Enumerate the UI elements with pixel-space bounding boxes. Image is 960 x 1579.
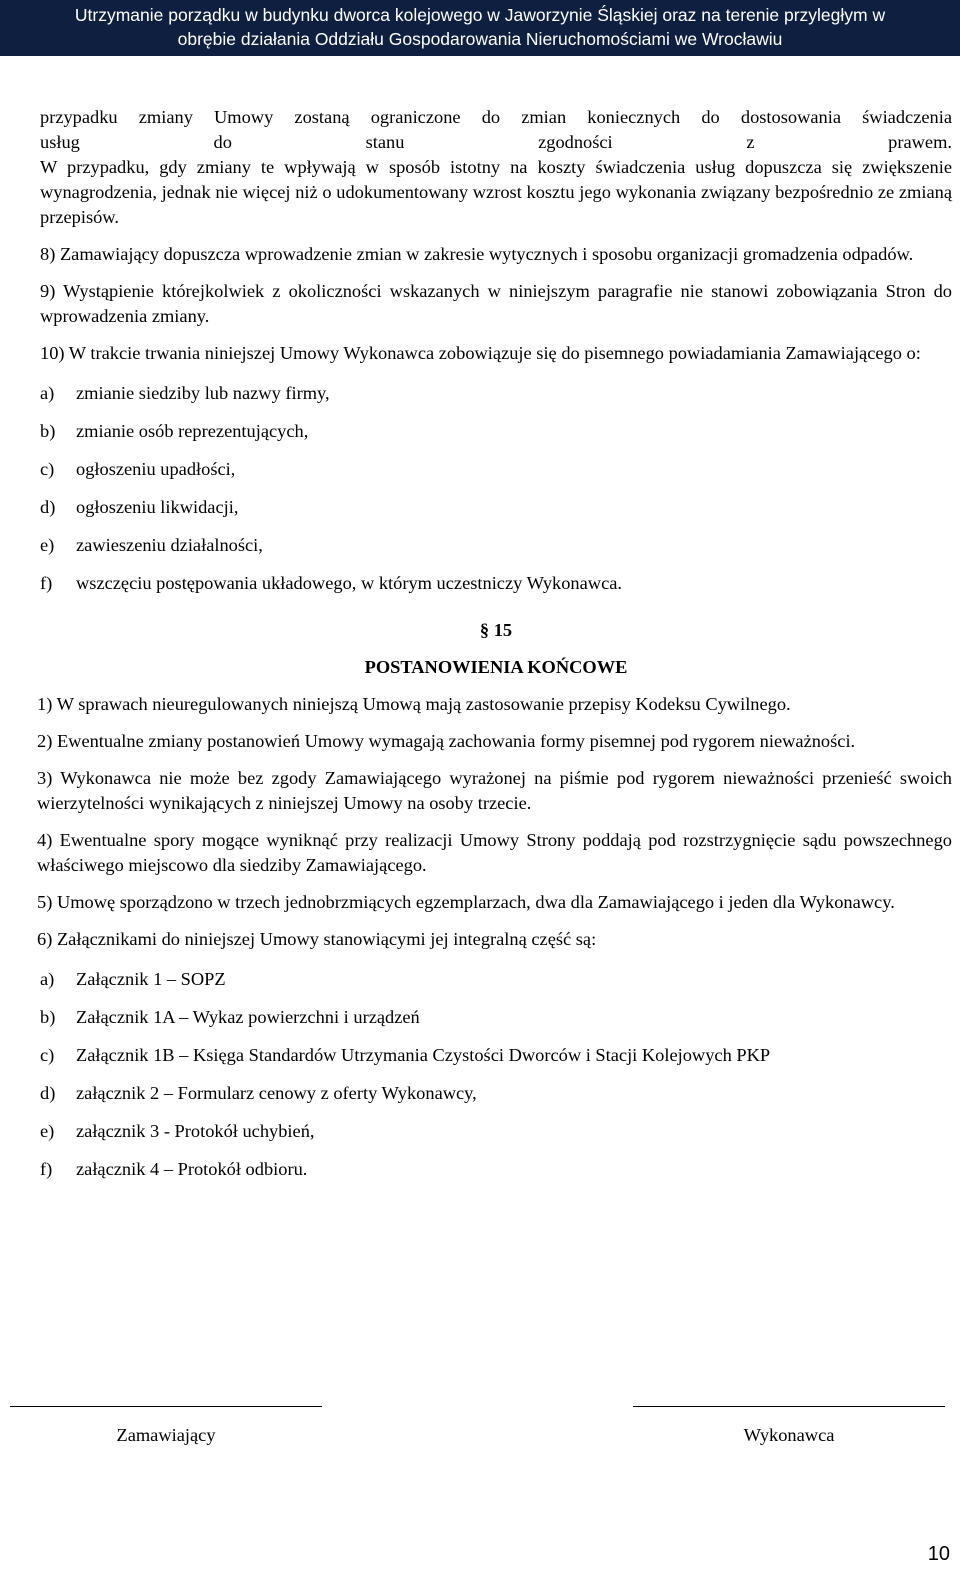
item-letter: a) (40, 969, 55, 989)
list-item (40, 1043, 952, 1068)
item-text: Wystąpienie którejkolwiek z okoliczności wskazanych w niniejszym paragrafie nie stanowi zobowiązania Stron do wprowadzenia zmiany. (40, 281, 953, 326)
intro-paragraph: W przypadku, gdy zmiany te wpływają w sposób istotny na koszty świadczenia usług dopuszcza się zwiększenie wynagrodzenia, jednak nie więcej niż o udokumentowany wzrost kosztu jego wykonania związany bezpośrednio ze zmianą przepisów. (40, 157, 952, 227)
item-letter: d) (40, 1083, 56, 1103)
item-letter: f) (40, 573, 53, 593)
item-text: Ewentualne zmiany postanowień Umowy wymagają zachowania formy pisemnej pod rygorem nieważności. (56, 731, 856, 751)
list-item-5 (37, 890, 952, 915)
item-text: Wykonawca nie może bez zgody Zamawiającego wyrażonej na piśmie pod rygorem nieważności przenieść swoich wierzytelności wynikających z niniejszej Umowy na osoby trzecie. (37, 768, 953, 813)
header-line-2: obrębie działania Oddziału Gospodarowania Nieruchomościami we Wrocławiu (177, 29, 783, 49)
item-text: Załącznik 1 – SOPZ (76, 969, 226, 989)
item-text: W trakcie trwania niniejszej Umowy Wykonawca zobowiązuje się do pisemnego powiadamiania Zamawiającego o: (68, 343, 921, 363)
item-letter: c) (40, 459, 55, 479)
list-item (40, 1157, 952, 1182)
item-letter: b) (40, 1007, 56, 1027)
item-text: zmianie osób reprezentujących, (76, 421, 309, 441)
list-item-4 (37, 828, 952, 878)
item-number: 10) (40, 343, 65, 363)
list-item-3 (37, 766, 952, 816)
item-text: zmianie siedziby lub nazwy firmy, (76, 383, 330, 403)
list-item (40, 967, 952, 992)
list-item (40, 1005, 952, 1030)
sublist-b (40, 967, 952, 1182)
item-number: 6) (37, 929, 53, 949)
list-item (40, 1119, 952, 1144)
item-number: 5) (37, 892, 53, 912)
item-number: 4) (37, 830, 53, 850)
list-item (40, 571, 952, 596)
item-text: W sprawach nieuregulowanych niniejszą Umową mają zastosowanie przepisy Kodeksu Cywilnego. (56, 694, 791, 714)
item-letter: c) (40, 1045, 55, 1065)
signature-line (10, 1406, 322, 1407)
list-item-9 (40, 279, 952, 329)
item-text: Zamawiający dopuszcza wprowadzenie zmian w zakresie wytycznych i sposobu organizacji gromadzenia odpadów. (59, 244, 914, 264)
document-header (0, 0, 960, 56)
signature-label-left: Zamawiający (116, 1425, 216, 1445)
section-number: § 15 (479, 620, 513, 640)
item-number: 8) (40, 244, 56, 264)
list-items-b (37, 692, 952, 952)
header-line-1: Utrzymanie porządku w budynku dworca kolejowego w Jaworzynie Śląskiej oraz na terenie przyległym w (74, 5, 886, 25)
item-letter: f) (40, 1159, 53, 1179)
signature-block-left (10, 1406, 322, 1446)
list-item (40, 381, 952, 406)
signature-block-right (633, 1406, 945, 1446)
list-item (40, 1081, 952, 1106)
item-letter: e) (40, 535, 55, 555)
item-text: Załącznikami do niniejszej Umowy stanowiącymi jej integralną część są: (56, 929, 597, 949)
list-item (40, 457, 952, 482)
item-text: załącznik 2 – Formularz cenowy z oferty Wykonawcy, (76, 1083, 477, 1103)
list-item-8 (40, 242, 952, 267)
item-number: 2) (37, 731, 53, 751)
item-text: Załącznik 1A – Wykaz powierzchni i urządzeń (76, 1007, 420, 1027)
item-text: Ewentualne spory mogące wyniknąć przy realizacji Umowy Strony poddają pod rozstrzygnięcie sądu powszechnego właściwego miejscowo dla siedziby Zamawiającego. (37, 830, 952, 875)
item-letter: b) (40, 421, 56, 441)
list-item-10 (40, 341, 952, 366)
item-text: wszczęciu postępowania układowego, w którym uczestniczy Wykonawca. (76, 573, 622, 593)
list-item (40, 533, 952, 558)
section-title: POSTANOWIENIA KOŃCOWE (364, 657, 628, 677)
item-text: załącznik 4 – Protokół odbioru. (76, 1159, 308, 1179)
list-item (40, 495, 952, 520)
item-number: 1) (37, 694, 53, 714)
intro-line-1: przypadku zmiany Umowy zostaną ograniczone do zmian koniecznych do dostosowania świadczenia (40, 107, 952, 127)
item-text: Umowę sporządzono w trzech jednobrzmiących egzemplarzach, dwa dla Zamawiającego i jeden dla Wykonawcy. (56, 892, 895, 912)
sublist-a (40, 381, 952, 596)
signature-line (633, 1406, 945, 1407)
item-text: ogłoszeniu likwidacji, (76, 497, 239, 517)
page-number: 10 (927, 1543, 950, 1565)
item-letter: d) (40, 497, 56, 517)
intro-line-2: usług do stanu zgodności z prawem. (40, 132, 952, 152)
list-item-1 (37, 692, 952, 717)
item-letter: a) (40, 383, 55, 403)
list-item-6 (37, 927, 952, 952)
item-text: zawieszeniu działalności, (76, 535, 263, 555)
list-item-2 (37, 729, 952, 754)
item-text: Załącznik 1B – Księga Standardów Utrzymania Czystości Dworców i Stacji Kolejowych PKP (76, 1045, 771, 1065)
list-item (40, 419, 952, 444)
document-body (37, 105, 953, 1195)
item-text: ogłoszeniu upadłości, (76, 459, 236, 479)
item-number: 9) (40, 281, 56, 301)
item-letter: e) (40, 1121, 55, 1141)
item-number: 3) (37, 768, 53, 788)
list-items-a (40, 242, 952, 366)
item-text: załącznik 3 - Protokół uchybień, (76, 1121, 315, 1141)
signature-label-right: Wykonawca (743, 1425, 835, 1445)
